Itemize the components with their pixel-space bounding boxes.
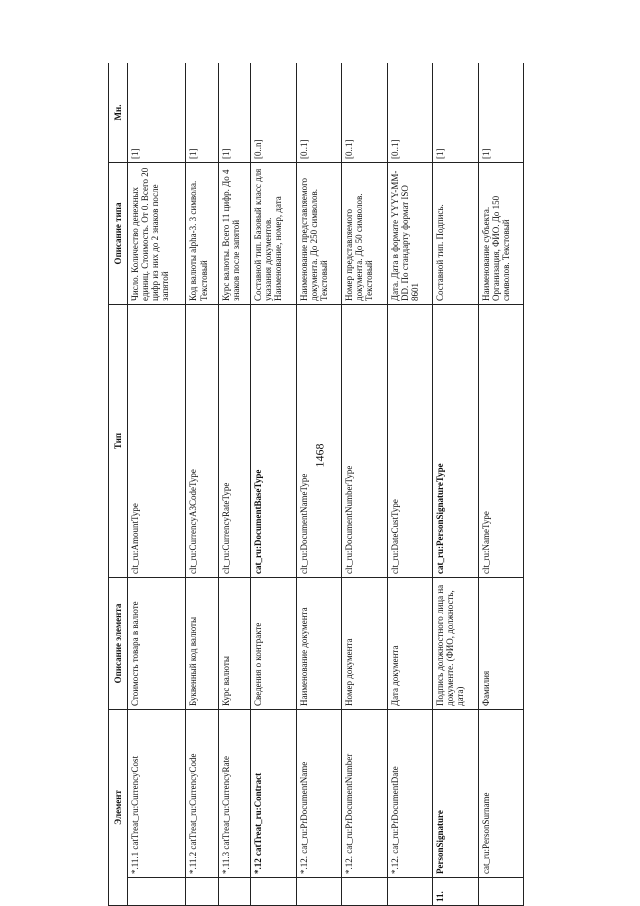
- row-type: clt_ru:NameType: [478, 304, 524, 577]
- table-row: [433, 63, 478, 906]
- table-row: [251, 63, 296, 906]
- row-type-description: Номер представляемого документа. До 50 символов. Текстовый: [342, 162, 387, 304]
- row-description: Курс валюты: [218, 577, 250, 709]
- row-type-description: Дата. Дата в формате YYYY-MM-DD. По стандарту формат ISO 8601: [387, 162, 432, 304]
- row-type: clt_ru:CurrencyRateType: [218, 304, 250, 577]
- row-description: Номер документа: [342, 577, 387, 709]
- table-row: [296, 63, 341, 906]
- table-row: [342, 63, 387, 906]
- table-row: [128, 63, 186, 906]
- row-number: [186, 878, 218, 906]
- row-type-description: Составной тип. Подпись.: [433, 162, 478, 304]
- header-description: Описание элемента: [109, 577, 128, 709]
- header-multiplicity: Мн.: [109, 63, 128, 162]
- row-type-description: Составной тип. Базовый класс для указания документов. Наименование, номер, дата: [251, 162, 296, 304]
- row-type: clt_ru:DocumentNameType: [296, 304, 341, 577]
- row-element: *.11.2 catTreat_ru:CurrencyCode: [186, 709, 218, 877]
- row-description: Дата документа: [387, 577, 432, 709]
- table-row: [478, 63, 524, 906]
- row-type: cat_ru:PersonSignatureType: [433, 304, 478, 577]
- row-number: [478, 878, 524, 906]
- row-multiplicity: [1]: [433, 63, 478, 162]
- row-type: clt_ru:DocumentNumberType: [342, 304, 387, 577]
- row-number: 11.: [433, 878, 478, 906]
- row-type-description: Число. Количество денежных единиц. Стоимость. От 0. Всего 20 цифр из них до 2 знаков после запятой: [128, 162, 186, 304]
- row-element: *.12 catTreat_ru:Contract: [251, 709, 296, 877]
- row-description: Сведения о контракте: [251, 577, 296, 709]
- row-number: [251, 878, 296, 906]
- row-type: cat_ru:DocumentBaseType: [251, 304, 296, 577]
- table-row: [387, 63, 432, 906]
- row-multiplicity: [1]: [186, 63, 218, 162]
- row-multiplicity: [0..1]: [342, 63, 387, 162]
- row-multiplicity: [1]: [218, 63, 250, 162]
- row-element: *.11.3 catTreat_ru:CurrencyRate: [218, 709, 250, 877]
- page-number: 1468: [312, 443, 327, 468]
- row-element: *.12. cat_ru:PrDocumentDate: [387, 709, 432, 877]
- table-row: [186, 63, 218, 906]
- element-table: [108, 63, 524, 906]
- row-description: Стоимость товара в валюте: [128, 577, 186, 709]
- row-element: *.11.1 catTreat_ru:CurrencyCost: [128, 709, 186, 877]
- table-container: [108, 63, 524, 906]
- row-element: *.12. cat_ru:PrDocumentNumber: [342, 709, 387, 877]
- row-description: Наименование документа: [296, 577, 341, 709]
- row-description: Фамилия: [478, 577, 524, 709]
- row-multiplicity: [1]: [478, 63, 524, 162]
- row-multiplicity: [0..n]: [251, 63, 296, 162]
- row-number: [387, 878, 432, 906]
- row-type-description: Курс валюты. Всего 11 цифр. До 4 знаков после запятой: [218, 162, 250, 304]
- row-element: PersonSignature: [433, 709, 478, 877]
- row-type-description: Наименование представляемого документа. До 250 символов. Текстовый: [296, 162, 341, 304]
- table-row: [218, 63, 250, 906]
- row-element: *.12. cat_ru:PrDocumentName: [296, 709, 341, 877]
- row-multiplicity: [0..1]: [387, 63, 432, 162]
- row-multiplicity: [0..1]: [296, 63, 341, 162]
- row-number: [296, 878, 341, 906]
- row-type: clt_ru:AmountType: [128, 304, 186, 577]
- row-multiplicity: [1]: [128, 63, 186, 162]
- row-type-description: Код валюты alpha-3. 3 символа. Текстовый: [186, 162, 218, 304]
- row-element: cat_ru:PersonSurname: [478, 709, 524, 877]
- row-description: Буквенный код валюты: [186, 577, 218, 709]
- row-type: clt_ru:CurrencyA3CodeType: [186, 304, 218, 577]
- row-number: [342, 878, 387, 906]
- row-type: clt_ru:DateCustType: [387, 304, 432, 577]
- row-type-description: Наименование субъекта. Организация, ФИО. До 150 символов. Текстовый: [478, 162, 524, 304]
- row-number: [128, 878, 186, 906]
- header-type: Тип: [109, 304, 128, 577]
- header-element: Элемент: [109, 709, 128, 905]
- row-number: [218, 878, 250, 906]
- header-type-description: Описание типа: [109, 162, 128, 304]
- row-description: Подпись должностного лица на документе. (ФИО, должность, дата): [433, 577, 478, 709]
